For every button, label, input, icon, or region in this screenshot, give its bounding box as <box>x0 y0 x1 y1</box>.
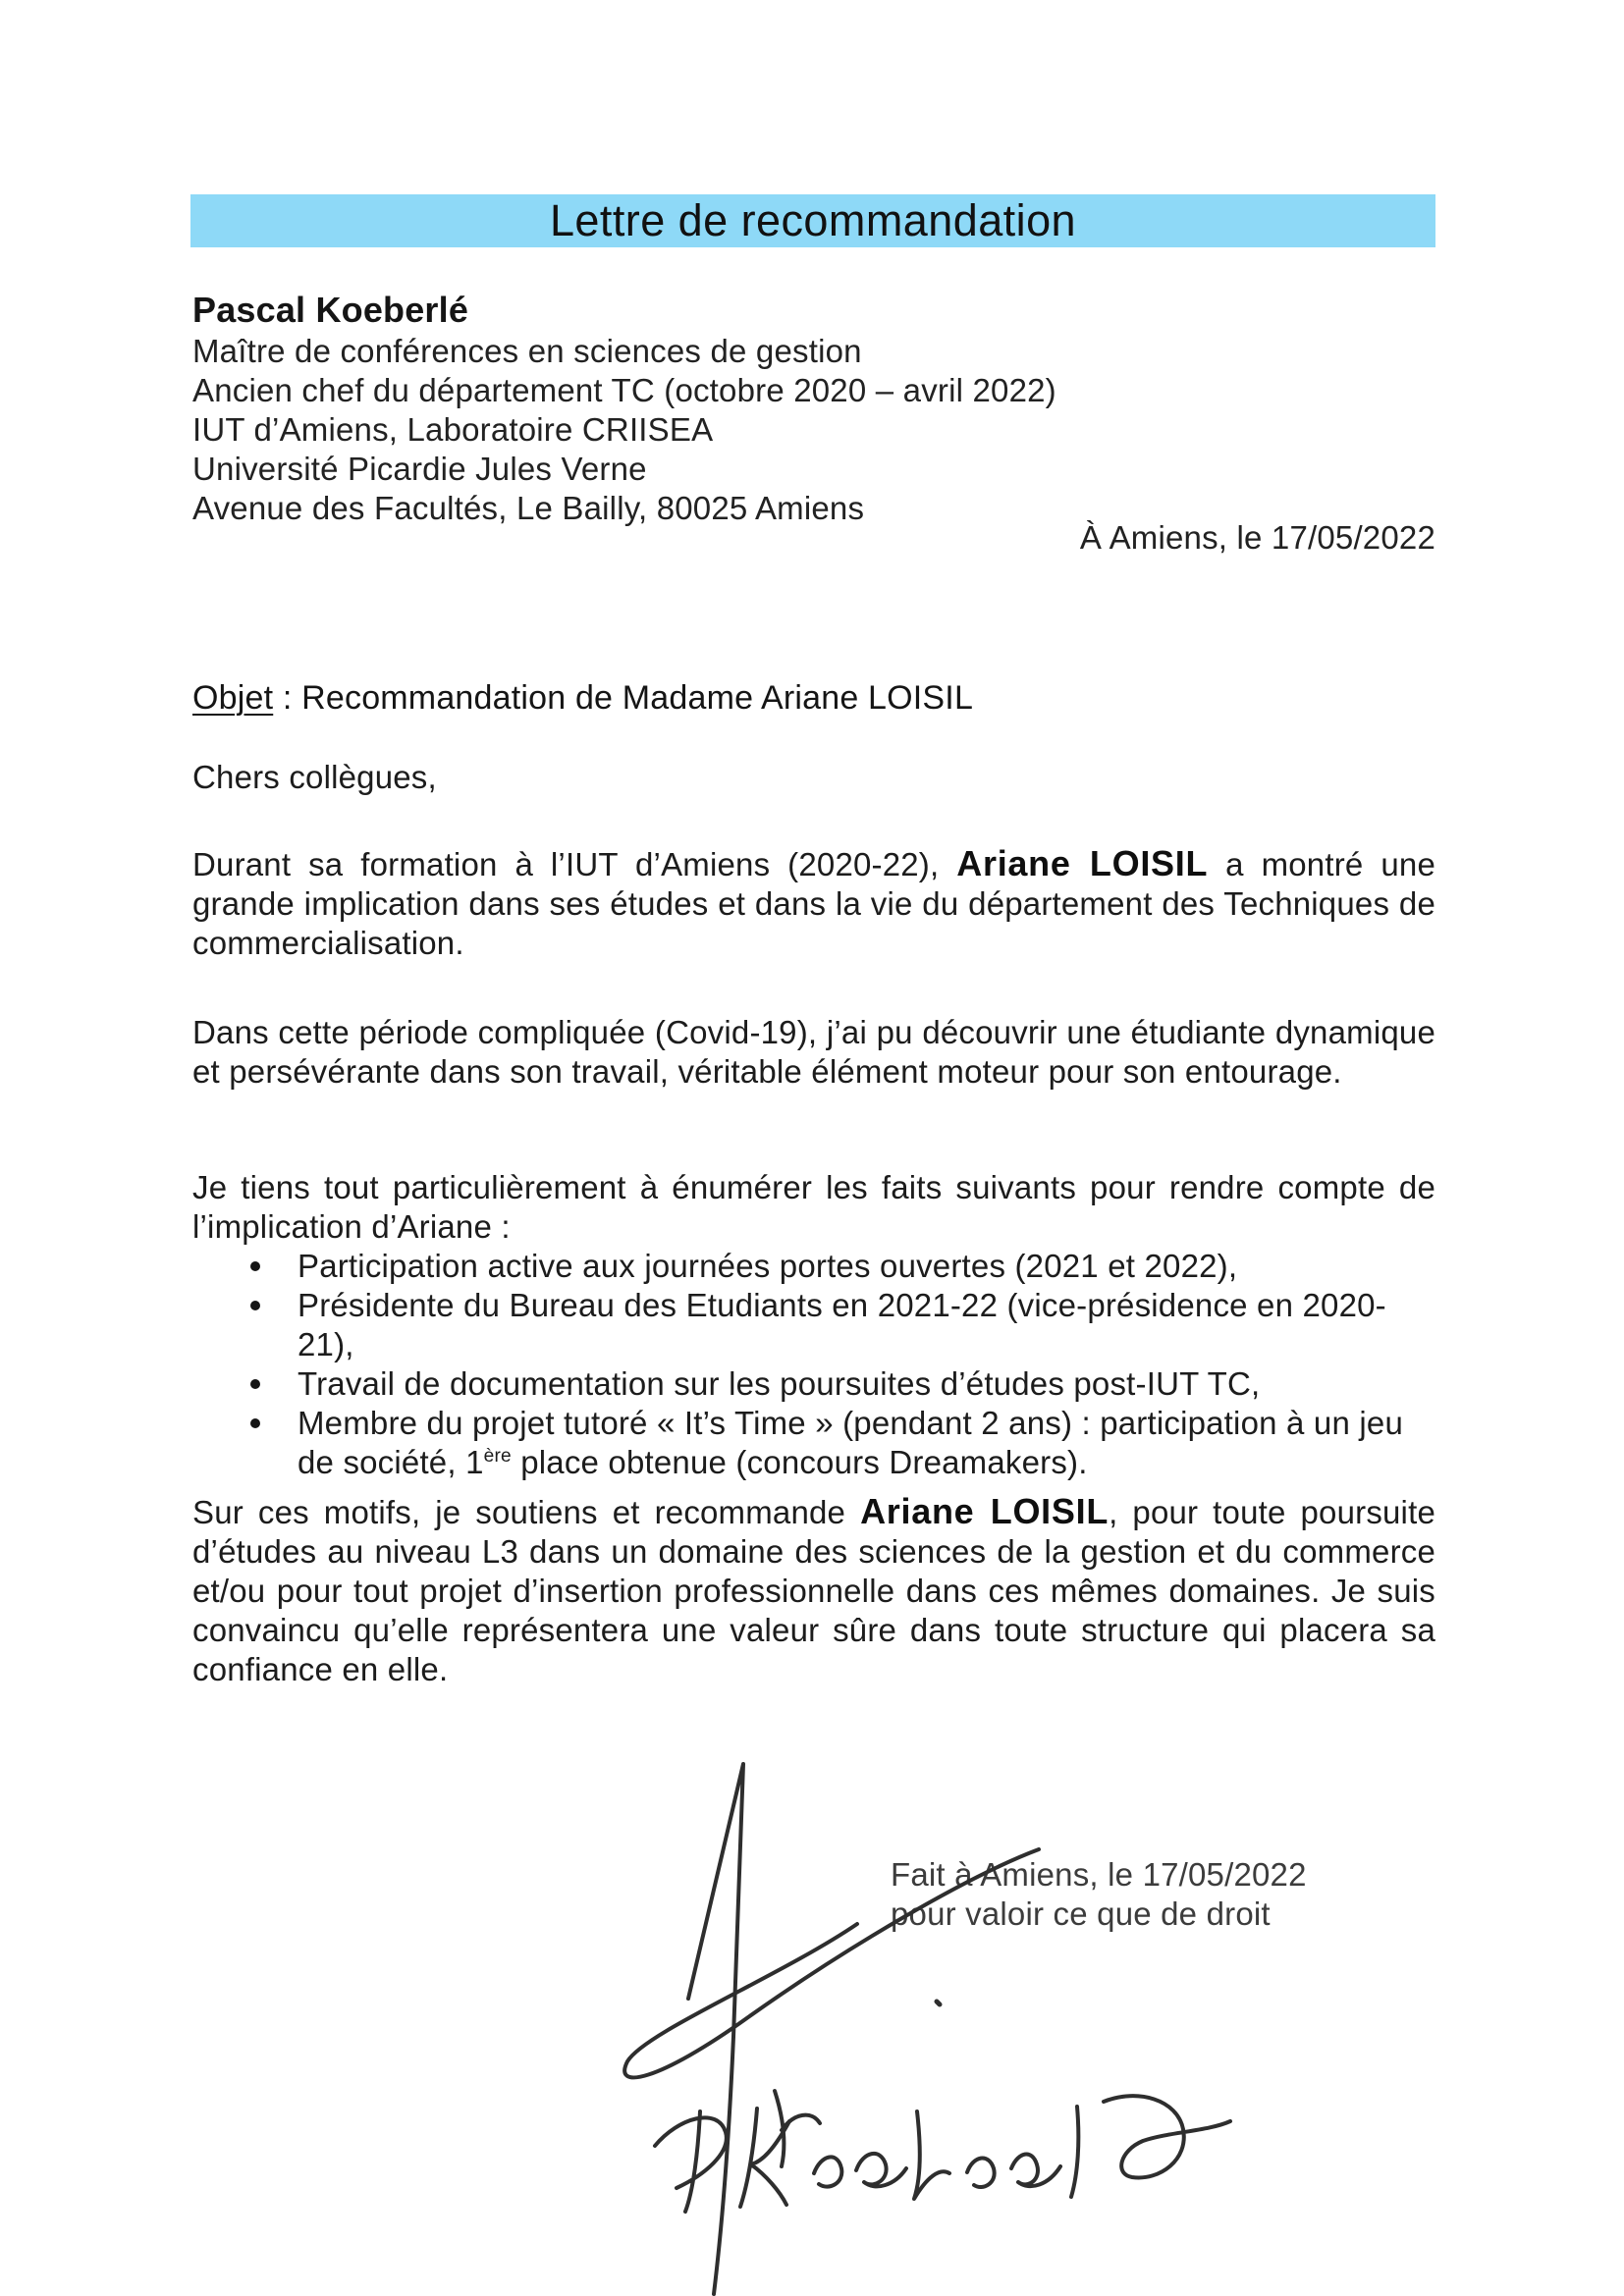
b4-text-before: Membre du projet tutoré « It’s Time » (pendant 2 ans) : participation à un jeu de société, 1 <box>298 1405 1403 1480</box>
subject-label: Objet <box>192 679 274 717</box>
faits-list <box>192 1247 1435 1482</box>
b4-superscript: ère <box>483 1446 512 1467</box>
page-title: Lettre de recommandation <box>549 195 1077 245</box>
salutation: Chers collègues, <box>192 759 437 795</box>
paragraph-covid: Dans cette période compliquée (Covid-19), j’ai pu découvrir une étudiante dynamique et persévérante dans son travail, véritable élément moteur pour son entourage. <box>192 1014 1435 1090</box>
subject-line <box>192 677 1435 719</box>
student-name-bold: Ariane LOISIL <box>956 843 1209 883</box>
p4-text-after: , pour toute poursuite d’études au niveau L3 dans un domaine des sciences de la gestion et du commerce et/ou pour tout projet d’insertion professionnelle dans ces mêmes domaines. Je suis convaincu qu’elle représentera une valeur sûre dans toute structure qui placera sa confiance en elle. <box>192 1494 1435 1687</box>
p1-text-before: Durant sa formation à l’IUT d’Amiens (2020-22), <box>192 846 957 882</box>
closing-line-1: Fait à Amiens, le 17/05/2022 <box>891 1856 1307 1893</box>
list-item: Présidente du Bureau des Etudiants en 2021-22 (vice-présidence en 2020-21), <box>250 1286 1435 1364</box>
list-item: Participation active aux journées portes ouvertes (2021 et 2022), <box>250 1247 1435 1286</box>
sender-role-line: Ancien chef du département TC (octobre 2020 – avril 2022) <box>192 372 1056 408</box>
paragraph-faits <box>192 1168 1435 1482</box>
list-item <box>250 1404 1435 1482</box>
sender-block <box>192 289 1435 528</box>
p1-text-after: a montré une grande implication dans ses études et dans la vie du département des Techniques de commercialisation. <box>192 846 1435 961</box>
title-banner <box>190 194 1435 247</box>
sender-address-line: Avenue des Facultés, Le Bailly, 80025 Amiens <box>192 490 865 526</box>
closing-block <box>891 1855 1440 1934</box>
sender-university-line: Université Picardie Jules Verne <box>192 451 647 487</box>
date-line: À Amiens, le 17/05/2022 <box>1079 519 1435 556</box>
closing-line-2: pour valoir ce que de droit <box>891 1896 1271 1932</box>
sender-name: Pascal Koeberlé <box>192 290 469 330</box>
p4-text-before: Sur ces motifs, je soutiens et recommande <box>192 1494 861 1530</box>
paragraph-formation <box>192 844 1435 963</box>
b4-text-after: place obtenue (concours Dreamakers). <box>511 1444 1088 1480</box>
sender-title-line: Maître de conférences en sciences de gestion <box>192 333 862 369</box>
sender-institute-line: IUT d’Amiens, Laboratoire CRIISEA <box>192 411 714 448</box>
faits-intro: Je tiens tout particulièrement à énumérer les faits suivants pour rendre compte de l’implication d’Ariane : <box>192 1169 1435 1245</box>
list-item: Travail de documentation sur les poursuites d’études post-IUT TC, <box>250 1364 1435 1404</box>
paragraph-recommendation <box>192 1492 1435 1689</box>
subject-text: : Recommandation de Madame Ariane LOISIL <box>273 679 974 717</box>
student-name-bold: Ariane LOISIL <box>860 1491 1110 1531</box>
